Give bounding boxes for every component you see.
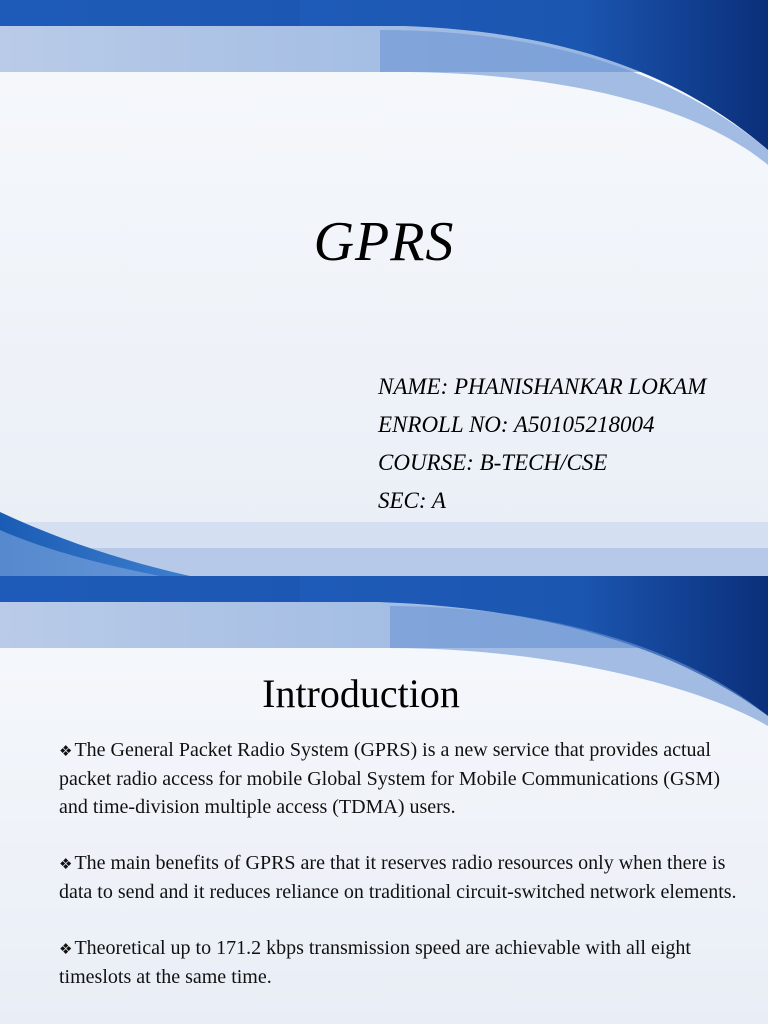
bullet-item <box>59 934 739 991</box>
presenter-name: NAME: PHANISHANKAR LOKAM <box>378 374 707 399</box>
slide-title: Introduction <box>262 671 460 716</box>
enrollment-number: ENROLL NO: A50105218004 <box>378 412 655 437</box>
section: SEC: A <box>378 488 446 513</box>
bullet-text: The main benefits of GPRS are that it reserves radio resources only when there is data to send and it reduces reliance on traditional circuit-switched network elements. <box>59 852 737 903</box>
introduction-slide <box>0 576 768 1024</box>
bullet-list <box>59 736 739 1019</box>
presenter-details <box>378 368 706 520</box>
four-diamond-bullet-icon: ❖ <box>59 940 73 958</box>
bullet-item <box>59 736 739 821</box>
four-diamond-bullet-icon: ❖ <box>59 855 73 873</box>
bullet-text: The General Packet Radio System (GPRS) is a new service that provides actual packet radio access for mobile Global System for Mobile Communications (GSM) and time-division multiple access (TDMA) users. <box>59 739 720 818</box>
course: COURSE: B-TECH/CSE <box>378 450 608 475</box>
bullet-text: Theoretical up to 171.2 kbps transmission speed are achievable with all eight timeslots at the same time. <box>59 937 691 988</box>
presentation-title: GPRS <box>313 211 455 273</box>
bullet-item <box>59 849 739 906</box>
four-diamond-bullet-icon: ❖ <box>59 742 73 760</box>
